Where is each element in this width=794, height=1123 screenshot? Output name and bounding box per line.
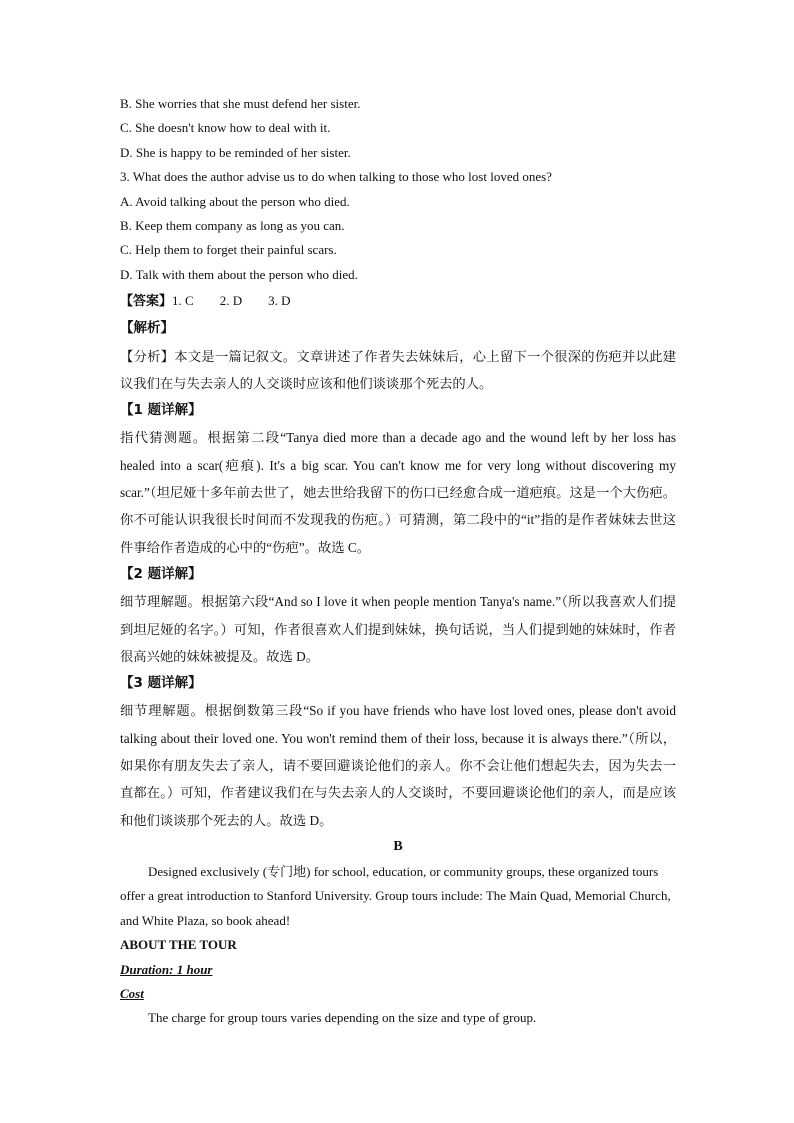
q3-detail-body: 细节理解题。根据倒数第三段“So if you have friends who have lost loved ones, please don't avoid talking about their loved one. You won't remind them of their loss, because it is always there.”（所以，如果你有朋友失去了亲人，请不要回避谈论他们的亲人。你不会让他们想起失去，因为失去一直都在。）可知，作者建议我们在与失去亲人的人交谈时，不要回避谈论他们的亲人，而是应该和他们谈谈那个死去的人。故选 D。: [120, 703, 676, 828]
q2-detail-title: 【2 题详解】: [120, 565, 202, 582]
q3-detail-title: 【3 题详解】: [120, 675, 202, 692]
duration-heading: Duration: 1 hour: [120, 961, 213, 977]
question-3: 3. What does the author advise us to do when talking to those who lost loved ones?: [120, 169, 552, 185]
answer-tag: 【答案】: [120, 294, 173, 310]
option-q2-b: B. She worries that she must defend her sister.: [120, 96, 361, 111]
passage-b-intro: Designed exclusively (专门地) for school, education, or community groups, these organized tours offer a great introduction to Stanford University. Group tours include: The Main Quad, Memorial Church, and White Plaza, so book ahead!: [120, 863, 671, 928]
option-q3-d: D. Talk with them about the person who died.: [120, 266, 358, 282]
document-page: [120, 92, 676, 1031]
about-tour-heading: ABOUT THE TOUR: [120, 937, 237, 953]
option-q2-d: D. She is happy to be reminded of her sister.: [120, 144, 351, 160]
q1-detail-body: 指代猜测题。根据第二段“Tanya died more than a decade ago and the wound left by her loss has healed into a scar(疤痕). It's a big scar. You can't know me for very long without discovering my scar.”（坦尼娅十多年前去世了，她去世给我留下的伤口已经愈合成一道疤痕。这是一个大伤疤。你不可能认识我很长时间而不发现我的伤疤。）可猜测，第二段中的“it”指的是作者妹妹去世这件事给作者造成的心中的“伤疤”。故选 C。: [120, 430, 676, 555]
section-b-heading: B: [393, 838, 403, 854]
q1-detail-title: 【1 题详解】: [120, 402, 202, 419]
analysis-summary: 【分析】本文是一篇记叙文。文章讲述了作者失去妹妹后，心上留下一个很深的伤疤并以此建议我们在与失去亲人的人交谈时应该和他们谈谈那个死去的人。: [120, 348, 676, 391]
q2-detail-body: 细节理解题。根据第六段“And so I love it when people mention Tanya's name.”（所以我喜欢人们提到坦尼娅的名字。）可知，作者很喜欢人们提到妹妹，换句话说，当人们提到她的妹妹时，作者很高兴她的妹妹被提及。故选 D。: [120, 594, 676, 664]
cost-heading: Cost: [120, 985, 144, 1001]
analysis-title: 【解析】: [120, 320, 174, 337]
answer-item: 3. D: [268, 293, 291, 309]
option-q3-b: B. Keep them company as long as you can.: [120, 218, 345, 234]
option-q3-a: A. Avoid talking about the person who died.: [120, 193, 350, 209]
answer-item: 1. C: [172, 293, 194, 309]
option-q2-c: C. She doesn't know how to deal with it.: [120, 120, 331, 136]
answer-line: [120, 287, 676, 315]
option-q3-c: C. Help them to forget their painful scars.: [120, 242, 337, 258]
cost-text: The charge for group tours varies depending on the size and type of group.: [148, 1010, 537, 1026]
answer-item: 2. D: [219, 293, 243, 309]
